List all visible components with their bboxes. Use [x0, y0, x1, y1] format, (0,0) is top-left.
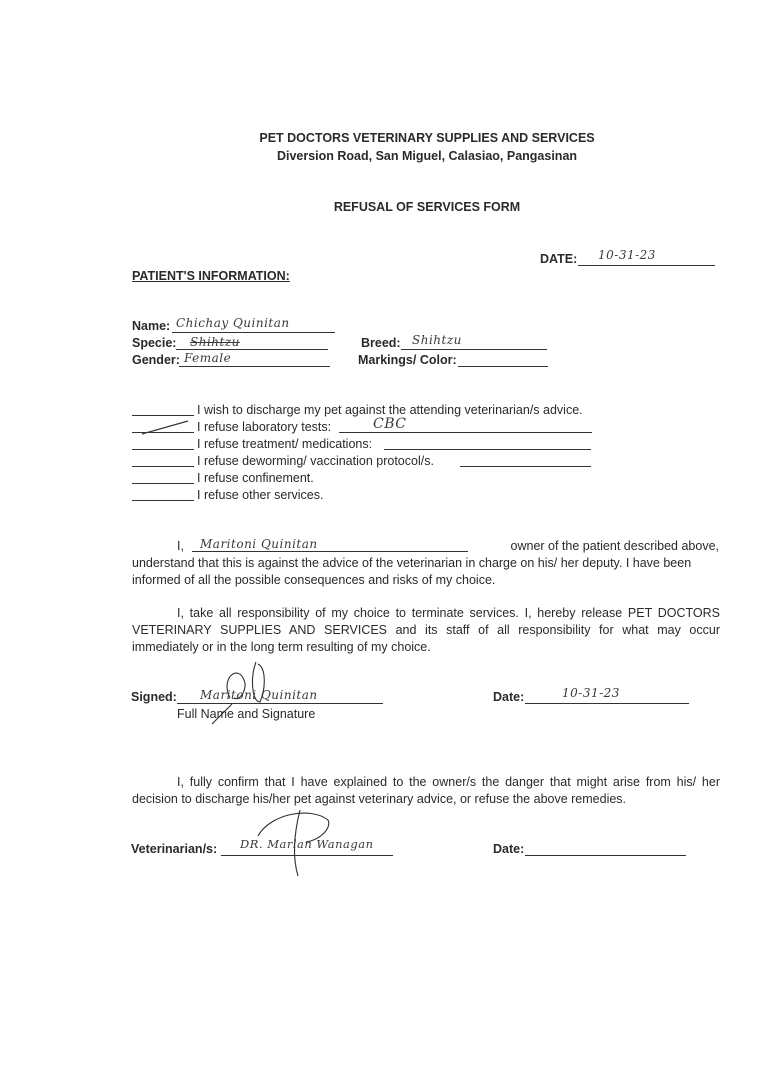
option-text-3: I refuse deworming/ vaccination protocol/s. [197, 454, 434, 468]
date-value[interactable]: 10-31-23 [598, 248, 656, 262]
signed-date-value[interactable]: 10-31-23 [562, 686, 620, 700]
name-line [172, 332, 335, 333]
option-text-1: I refuse laboratory tests: [197, 420, 332, 434]
specie-label: Specie: [132, 336, 177, 350]
signature-caption: Full Name and Signature [177, 707, 316, 721]
option-detail-line-1 [339, 432, 592, 433]
option-detail-1[interactable]: CBC [373, 416, 407, 432]
specie-line [176, 349, 328, 350]
breed-value[interactable]: Shihtzu [412, 333, 462, 347]
signed-name[interactable]: Maritoni Quinitan [200, 688, 318, 702]
responsibility-paragraph: I, take all responsibility of my choice to terminate services. I, hereby release PET DOCTORS VETERINARY SUPPLIES AND SERVICES and its staff of all responsibility for what may occur immediately or in the long term resulting of my choice. [132, 606, 720, 654]
specie-value[interactable]: Shihtzu [190, 335, 240, 349]
option-blank-0[interactable] [132, 415, 194, 416]
option-detail-line-2 [384, 449, 591, 450]
signed-date-line [525, 703, 689, 704]
owner-name-value[interactable]: Maritoni Quinitan [200, 537, 318, 551]
company-address: Diversion Road, San Miguel, Calasiao, Pangasinan [276, 149, 578, 163]
breed-label: Breed: [361, 336, 401, 350]
markings-line [458, 366, 548, 367]
gender-line [179, 366, 330, 367]
markings-label: Markings/ Color: [358, 353, 457, 367]
statement-line-3: informed of all the possible consequences and risks of my choice. [132, 573, 496, 587]
option-detail-line-3 [460, 466, 591, 467]
gender-value[interactable]: Female [184, 351, 232, 365]
statement-i: I, [177, 539, 184, 553]
signed-date-label: Date: [493, 690, 525, 704]
vet-signature-icon [250, 800, 340, 880]
option-blank-5[interactable] [132, 500, 194, 501]
statement-owner-suffix: owner of the patient described above, [510, 539, 719, 553]
vet-label: Veterinarian/s: [131, 842, 218, 856]
option-blank-4[interactable] [132, 483, 194, 484]
vet-confirmation-paragraph: I, fully confirm that I have explained to the owner/s the danger that might arise from his/ her decision to discharge his/her pet against veterinary advice, or refuse the above remedies. [132, 775, 720, 806]
patient-section-title: PATIENT'S INFORMATION: [132, 269, 290, 283]
option-text-0: I wish to discharge my pet against the attending veterinarian/s advice. [197, 403, 583, 417]
option-text-2: I refuse treatment/ medications: [197, 437, 373, 451]
statement-line-2: understand that this is against the advice of the veterinarian in charge on his/ her deputy. I have been [132, 556, 692, 570]
name-label: Name: [132, 319, 171, 333]
option-blank-2[interactable] [132, 449, 194, 450]
form-title: REFUSAL OF SERVICES FORM [333, 200, 521, 214]
owner-name-line [192, 551, 468, 552]
option-text-5: I refuse other services. [197, 488, 324, 502]
gender-label: Gender: [132, 353, 180, 367]
breed-line [401, 349, 547, 350]
name-value[interactable]: Chichay Quinitan [176, 316, 290, 330]
option-text-4: I refuse confinement. [197, 471, 314, 485]
vet-date-line [525, 855, 686, 856]
date-label: DATE: [540, 252, 578, 266]
signed-label: Signed: [131, 690, 177, 704]
option-blank-3[interactable] [132, 466, 194, 467]
date-line [578, 265, 715, 266]
check-mark-icon [140, 418, 192, 436]
vet-name[interactable]: DR. Marlan Wanagan [240, 837, 374, 851]
company-name: PET DOCTORS VETERINARY SUPPLIES AND SERVICES [259, 131, 595, 145]
vet-date-label: Date: [493, 842, 525, 856]
